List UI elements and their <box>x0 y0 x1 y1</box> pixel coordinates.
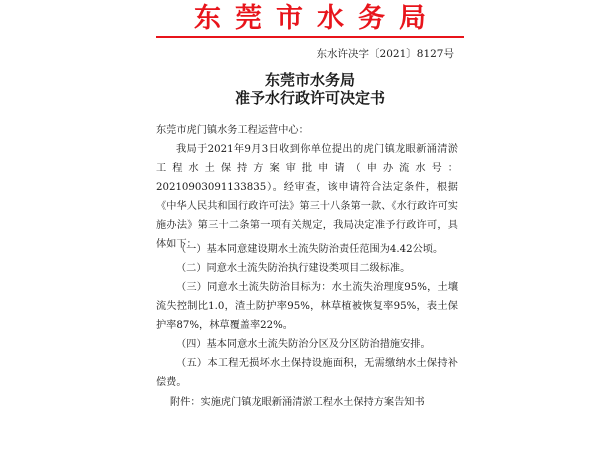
body-paragraph: 我局于2021年9月3日收到你单位提出的虎门镇龙眼新涌清淤工程水土保持方案审批申请（申办流水号：20210903091133835）。经审查，该申请符合法定条件，根据《中华人民共和国行政许可法》第三十八条第一款、《水行政许可实施办法》第三十二条第一项有关规定，我局决定准予行政许可，具体如下： <box>156 144 458 250</box>
document-page <box>150 0 470 450</box>
decision-item: （二）同意水土流失防治执行建设类项目二级标准。 <box>176 263 411 274</box>
decision-item: （一）基本同意建设期水土流失防治责任范围为4.42公顷。 <box>176 244 444 255</box>
recipient: 东莞市虎门镇水务工程运营中心： <box>156 125 309 136</box>
attachment-line: 附件：实施虎门镇龙眼新涌清淤工程水土保持方案告知书 <box>170 397 425 408</box>
decision-item: （五）本工程无损坏水土保持设施面积，无需缴纳水土保持补偿费。 <box>156 358 458 388</box>
title-decision: 准予水行政许可决定书 <box>234 89 385 107</box>
decision-item: （四）基本同意水土流失防治分区及分区防治措施安排。 <box>176 339 431 350</box>
document-number: 东水许决字〔2021〕8127号 <box>316 48 454 60</box>
title-agency: 东莞市水务局 <box>264 71 355 89</box>
red-divider-line <box>156 36 464 38</box>
agency-masthead: 东莞市水务局 <box>194 3 440 34</box>
decision-item: （三）同意水土流失防治目标为：水土流失治理度95%，土壤流失控制比1.0，渣土防护率95%，林草植被恢复率95%，表土保护率87%，林草覆盖率22%。 <box>156 282 458 331</box>
